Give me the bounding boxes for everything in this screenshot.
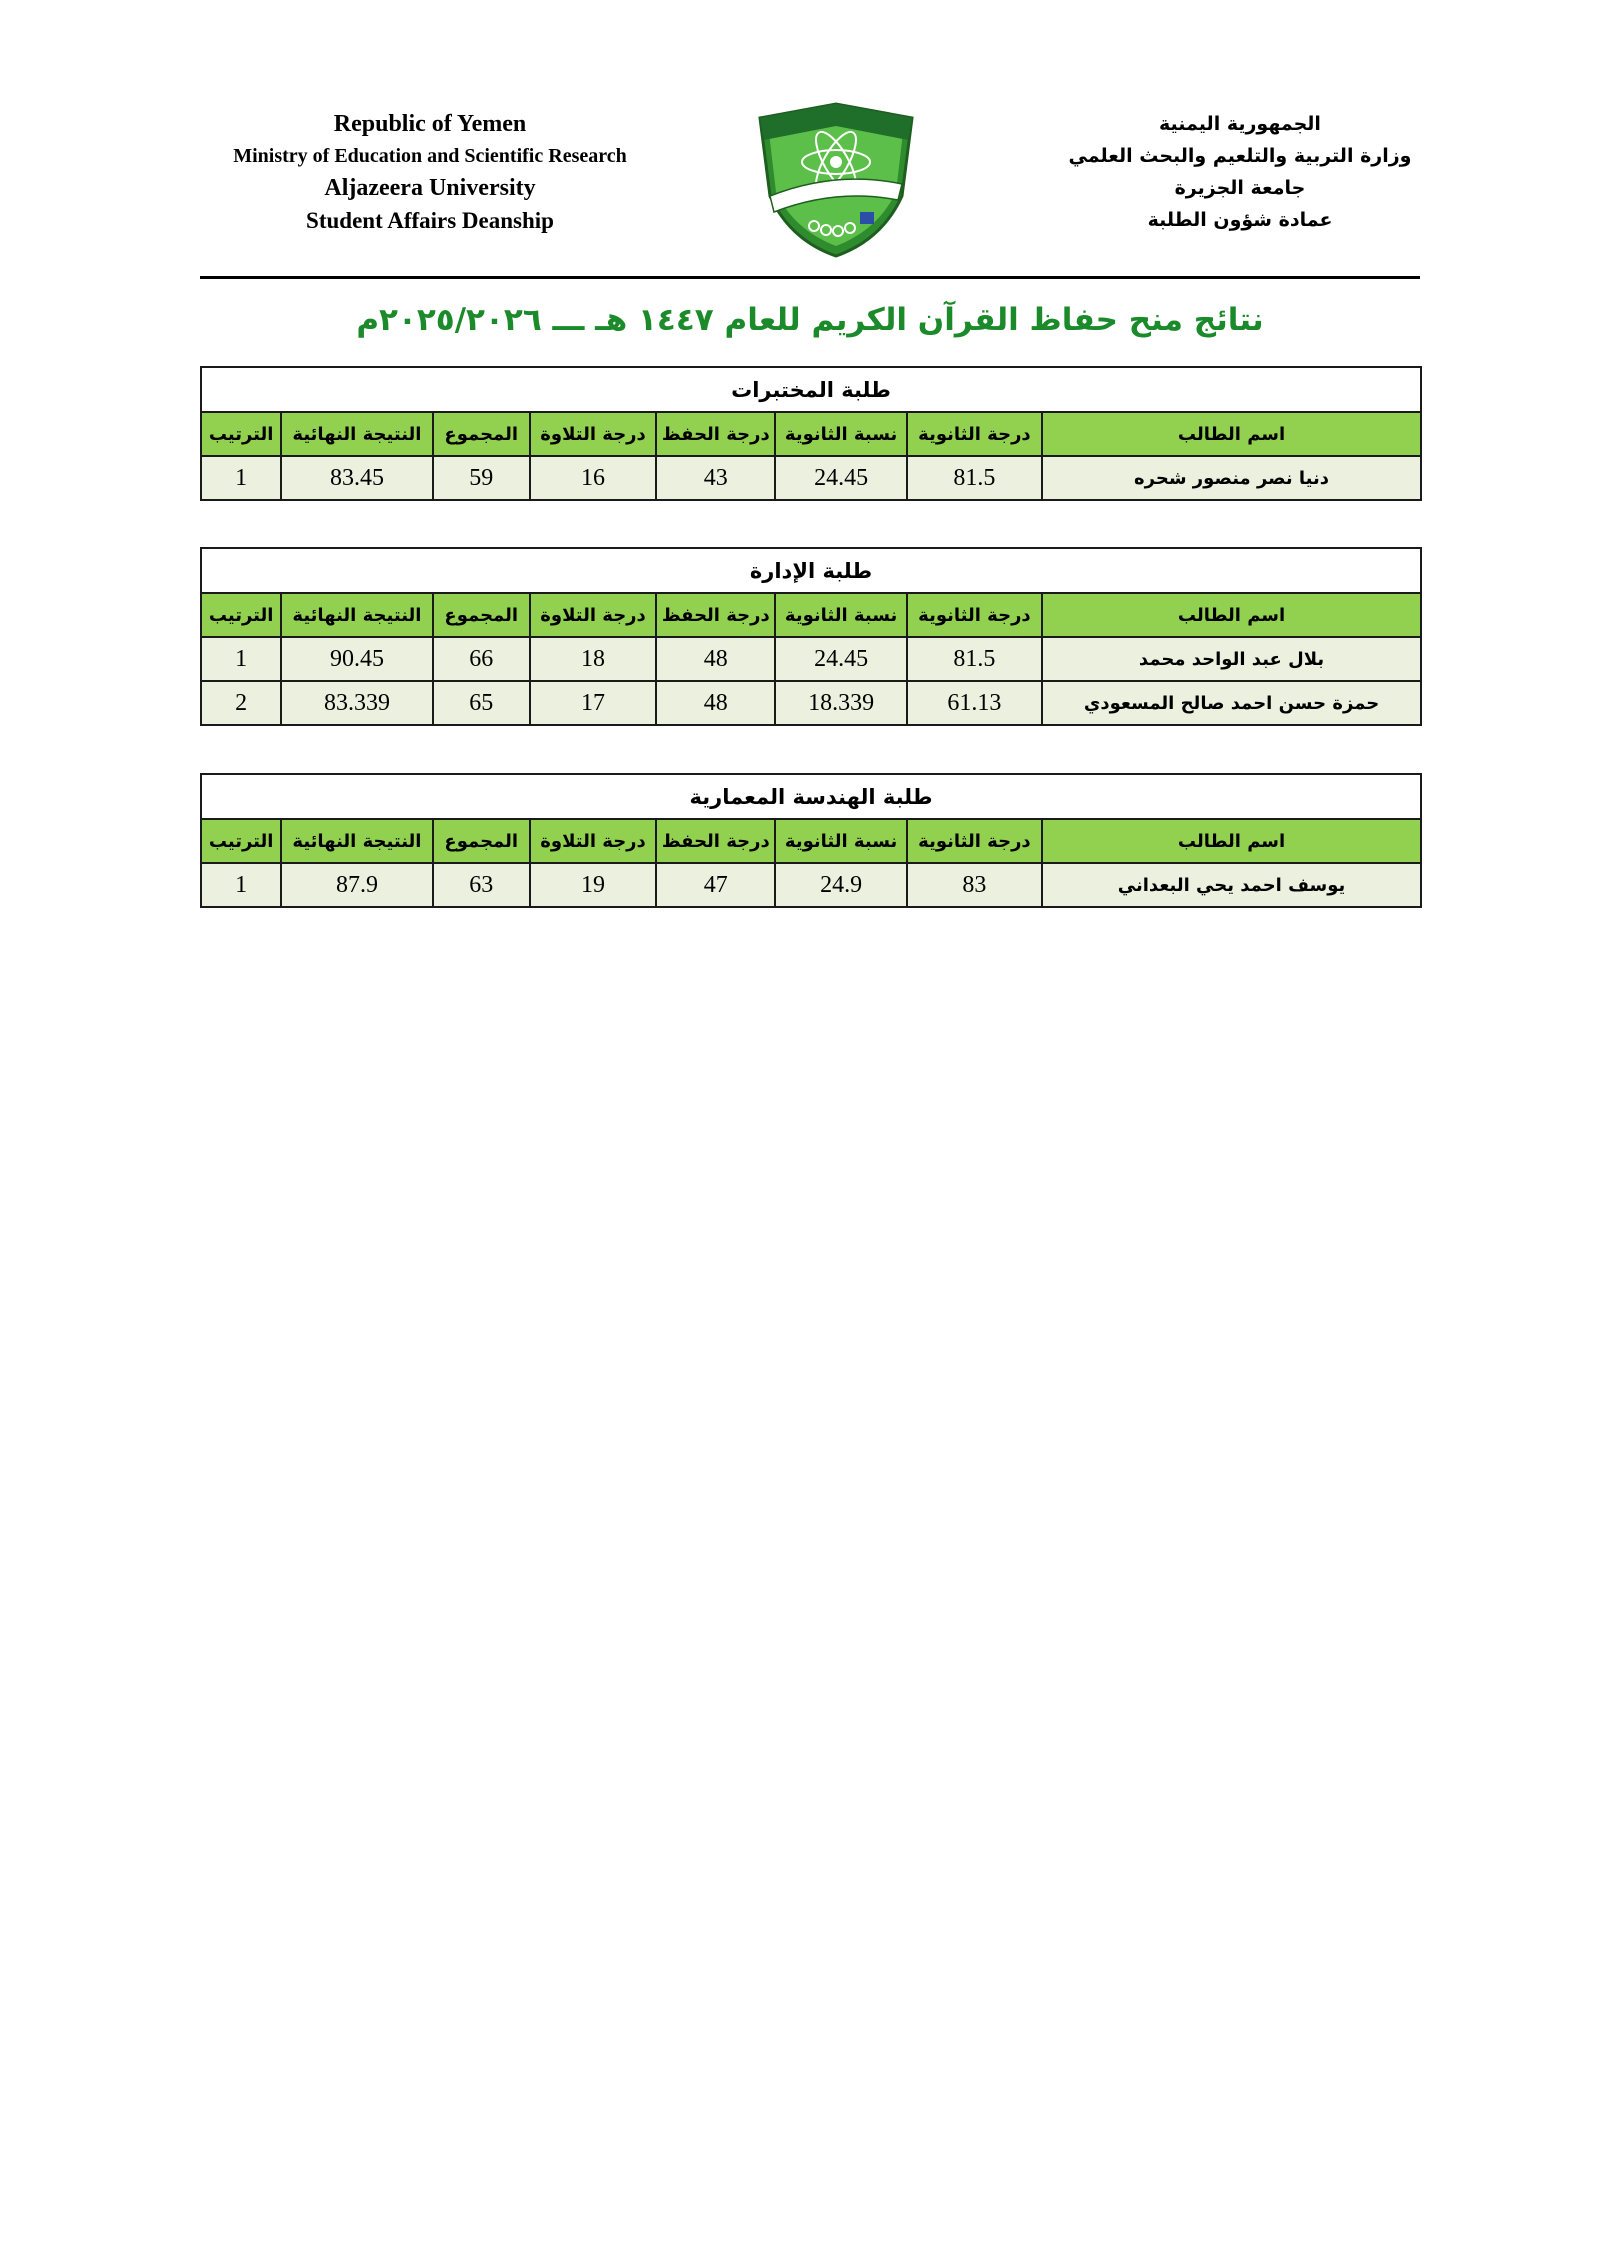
col-secondary-score: درجة الثانوية	[907, 593, 1042, 637]
col-total: المجموع	[433, 819, 530, 863]
memorization-score: 48	[656, 637, 775, 681]
secondary-score: 61.13	[907, 681, 1042, 725]
col-student-name: اسم الطالب	[1042, 593, 1421, 637]
column-header-row	[201, 819, 1421, 863]
header-en-country: Republic of Yemen	[333, 111, 527, 137]
rank: 1	[201, 637, 281, 681]
col-recitation: درجة التلاوة	[530, 819, 656, 863]
letterhead	[200, 108, 1420, 268]
total-score: 66	[433, 637, 530, 681]
final-result: 90.45	[281, 637, 432, 681]
secondary-score: 81.5	[907, 456, 1042, 500]
results-table-labs	[200, 366, 1422, 501]
table-row	[201, 637, 1421, 681]
arabic-header	[1060, 108, 1420, 236]
english-header	[200, 108, 660, 238]
header-ar-deanship: عمادة شؤون الطلبة	[1147, 209, 1333, 231]
recitation-score: 16	[530, 456, 656, 500]
col-final: النتيجة النهائية	[281, 819, 432, 863]
results-table-admin	[200, 547, 1422, 726]
table-row	[201, 681, 1421, 725]
secondary-score: 83	[907, 863, 1042, 907]
col-secondary-pct: نسبة الثانوية	[775, 819, 906, 863]
col-secondary-pct: نسبة الثانوية	[775, 412, 906, 456]
col-student-name: اسم الطالب	[1042, 819, 1421, 863]
header-ar-ministry: وزارة التربية والتلعيم والبحث العلمي	[1068, 145, 1412, 167]
secondary-pct: 24.45	[775, 637, 906, 681]
student-name: دنيا نصر منصور شحره	[1042, 456, 1421, 500]
header-ar-country: الجمهورية اليمنية	[1159, 113, 1321, 135]
secondary-score: 81.5	[907, 637, 1042, 681]
student-name: يوسف احمد يحي البعداني	[1042, 863, 1421, 907]
secondary-pct: 18.339	[775, 681, 906, 725]
col-rank: الترتيب	[201, 593, 281, 637]
col-secondary-score: درجة الثانوية	[907, 819, 1042, 863]
col-memorization: درجة الحفظ	[656, 412, 775, 456]
column-header-row	[201, 593, 1421, 637]
col-secondary-pct: نسبة الثانوية	[775, 593, 906, 637]
column-header-row	[201, 412, 1421, 456]
col-rank: الترتيب	[201, 819, 281, 863]
table-row	[201, 863, 1421, 907]
col-total: المجموع	[433, 412, 530, 456]
section-title: طلبة المختبرات	[201, 367, 1421, 412]
col-final: النتيجة النهائية	[281, 593, 432, 637]
col-secondary-score: درجة الثانوية	[907, 412, 1042, 456]
col-memorization: درجة الحفظ	[656, 593, 775, 637]
col-total: المجموع	[433, 593, 530, 637]
section-title: طلبة الهندسة المعمارية	[201, 774, 1421, 819]
page-title: نتائج منح حفاظ القرآن الكريم للعام ١٤٤٧ هـ ـــ ٢٠٢٥/٢٠٢٦م	[356, 302, 1264, 338]
memorization-score: 48	[656, 681, 775, 725]
results-table-architecture	[200, 773, 1422, 908]
col-student-name: اسم الطالب	[1042, 412, 1421, 456]
memorization-score: 47	[656, 863, 775, 907]
secondary-pct: 24.9	[775, 863, 906, 907]
header-en-deanship: Student Affairs Deanship	[306, 208, 554, 233]
table-row	[201, 456, 1421, 500]
header-ar-university: جامعة الجزيرة	[1174, 177, 1306, 199]
col-rank: الترتيب	[201, 412, 281, 456]
rank: 1	[201, 863, 281, 907]
rank: 1	[201, 456, 281, 500]
section-title: طلبة الإدارة	[201, 548, 1421, 593]
col-recitation: درجة التلاوة	[530, 593, 656, 637]
final-result: 83.45	[281, 456, 432, 500]
col-memorization: درجة الحفظ	[656, 819, 775, 863]
total-score: 65	[433, 681, 530, 725]
col-recitation: درجة التلاوة	[530, 412, 656, 456]
recitation-score: 18	[530, 637, 656, 681]
university-logo	[752, 100, 920, 260]
total-score: 63	[433, 863, 530, 907]
secondary-pct: 24.45	[775, 456, 906, 500]
header-en-ministry: Ministry of Education and Scientific Research	[233, 145, 627, 167]
student-name: بلال عبد الواحد محمد	[1042, 637, 1421, 681]
col-final: النتيجة النهائية	[281, 412, 432, 456]
rank: 2	[201, 681, 281, 725]
recitation-score: 19	[530, 863, 656, 907]
memorization-score: 43	[656, 456, 775, 500]
student-name: حمزة حسن احمد صالح المسعودي	[1042, 681, 1421, 725]
total-score: 59	[433, 456, 530, 500]
final-result: 87.9	[281, 863, 432, 907]
header-en-university: Aljazeera University	[324, 175, 536, 201]
recitation-score: 17	[530, 681, 656, 725]
final-result: 83.339	[281, 681, 432, 725]
header-divider	[200, 276, 1420, 279]
